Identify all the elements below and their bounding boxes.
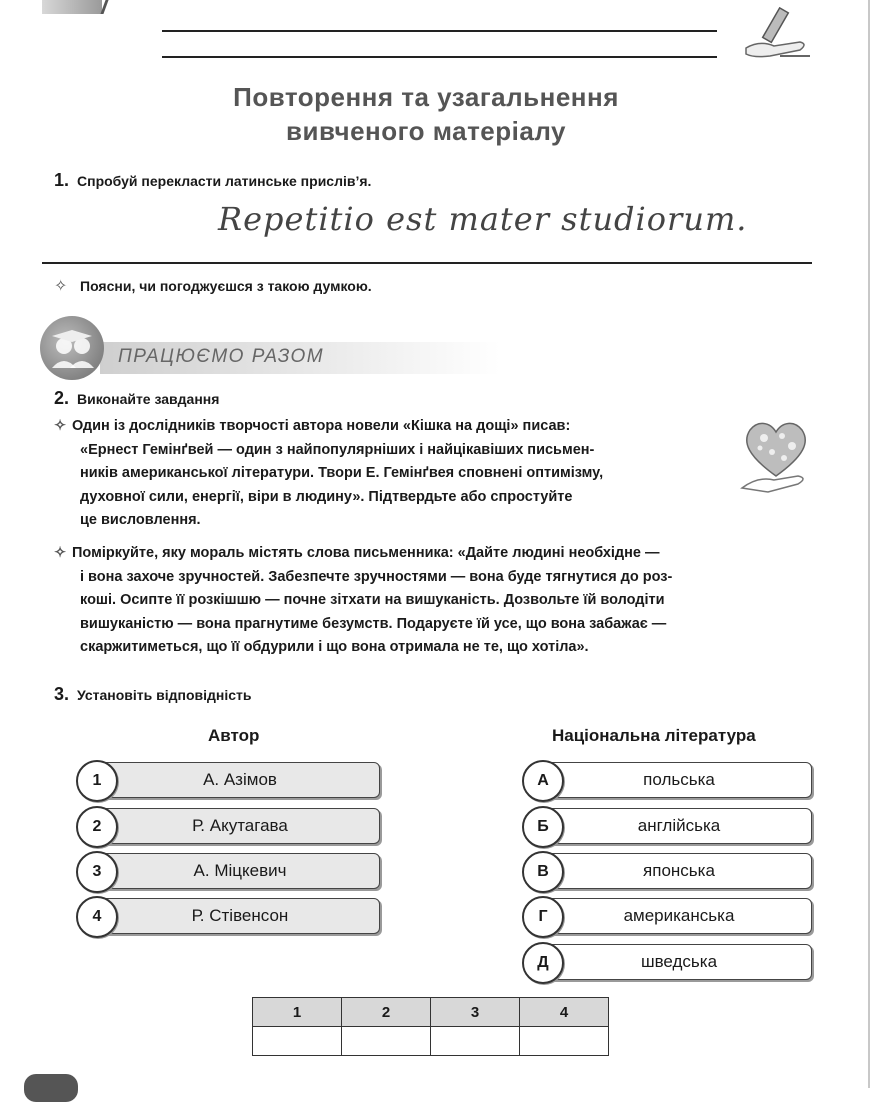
answer-input-cell-3[interactable] xyxy=(431,1027,520,1056)
text-line: коші. Осипте її розкішшю — почне зітхати на вишуканість. Дозвольте їй володіти xyxy=(80,592,665,608)
literature-box-a[interactable] xyxy=(546,762,812,798)
author-name: Р. Акутагава xyxy=(192,816,288,835)
top-tab-decoration xyxy=(42,0,102,14)
literature-name: японська xyxy=(643,861,715,880)
answer-table-header-row xyxy=(253,998,609,1027)
literature-letter-v: В xyxy=(522,851,564,893)
author-name: А. Міцкевич xyxy=(193,861,287,880)
diamond-bullet-icon: ✧ xyxy=(54,276,68,295)
author-box-3[interactable] xyxy=(100,853,380,889)
text-line: «Ернест Гемінґвей — один з найпопулярніших і найцікавіших письмен- xyxy=(80,441,595,458)
writing-line-1 xyxy=(162,30,717,32)
author-box-1[interactable] xyxy=(100,762,380,798)
task3-number: 3. xyxy=(54,684,70,704)
writing-line-2 xyxy=(162,56,717,58)
literature-letter-a: А xyxy=(522,760,564,802)
task3-heading xyxy=(54,684,252,705)
literature-name: американська xyxy=(623,906,735,925)
task1-heading xyxy=(54,170,371,191)
authors-column-header: Автор xyxy=(208,726,260,745)
heart-hand-icon xyxy=(738,414,814,494)
text-line: духовної сили, енергії, віри в людину». Підтвердьте або спростуйте xyxy=(80,488,573,505)
literature-column-header: Національна література xyxy=(552,726,756,745)
answer-header-cell: 1 xyxy=(253,998,342,1027)
author-number-4: 4 xyxy=(76,896,118,938)
answer-input-cell-1[interactable] xyxy=(253,1027,342,1056)
task1-bullet xyxy=(54,276,372,295)
text-line: і вона захоче зручностей. Забезпечте зручностями — вона буде тягнутися до роз- xyxy=(80,568,673,585)
divider-line xyxy=(42,262,812,264)
page-title-line2: вивченого матеріалу xyxy=(286,116,566,146)
text-line: скаржитиметься, що її обдурили і що вона отримала не те, що хотіла». xyxy=(80,639,589,655)
diamond-bullet-icon: ✧ xyxy=(54,545,67,561)
answer-header-cell: 4 xyxy=(520,998,609,1027)
author-number-3: 3 xyxy=(76,851,118,893)
pencil-hand-icon xyxy=(740,6,812,62)
author-box-2[interactable] xyxy=(100,808,380,844)
task2-item-1 xyxy=(54,415,716,533)
literature-letter-d: Д xyxy=(522,942,564,984)
students-icon xyxy=(40,316,104,380)
literature-letter-h: Г xyxy=(522,896,564,938)
task1-text: Спробуй перекласти латинське прислів’я. xyxy=(77,173,372,189)
author-box-4[interactable] xyxy=(100,898,380,934)
task2-text: Виконайте завдання xyxy=(77,391,220,407)
page-number-badge xyxy=(24,1074,78,1102)
task3-text: Установіть відповідність xyxy=(77,687,252,703)
task2-heading xyxy=(54,388,219,409)
literature-box-h[interactable] xyxy=(546,898,812,934)
literature-box-d[interactable] xyxy=(546,944,812,980)
text-line: вишуканістю — вона прагнутиме безумств. Подаруєте їй усе, що вона забажає — xyxy=(80,615,667,632)
latin-proverb: Repetitio est mater studiorum. xyxy=(218,200,748,238)
literature-box-b[interactable] xyxy=(546,808,812,844)
text-line: Один із дослідників творчості автора новели «Кішка на дощі» писав: xyxy=(72,418,571,434)
task2-item-2 xyxy=(54,542,812,660)
section-banner xyxy=(40,316,510,382)
author-name: Р. Стівенсон xyxy=(191,906,289,925)
literature-name: шведська xyxy=(640,952,718,971)
task2-number: 2. xyxy=(54,388,70,408)
answer-header-cell: 2 xyxy=(342,998,431,1027)
page-title-line1: Повторення та узагальнення xyxy=(233,82,619,112)
banner-title: ПРАЦЮЄМО РАЗОМ xyxy=(118,346,325,367)
literature-name: англійська xyxy=(637,816,721,835)
answer-input-cell-2[interactable] xyxy=(342,1027,431,1056)
literature-letter-b: Б xyxy=(522,806,564,848)
diamond-bullet-icon: ✧ xyxy=(54,418,67,434)
literature-name: польська xyxy=(643,770,715,789)
literature-box-v[interactable] xyxy=(546,853,812,889)
text-line: ників американської літератури. Твори Е. Гемінґвея сповнені оптимізму, xyxy=(80,465,604,481)
text-line: це висловлення. xyxy=(80,512,201,528)
answer-input-cell-4[interactable] xyxy=(520,1027,609,1056)
author-number-1: 1 xyxy=(76,760,118,802)
answer-table xyxy=(252,997,609,1056)
author-name: А. Азімов xyxy=(203,770,277,789)
answer-header-cell: 3 xyxy=(431,998,520,1027)
answer-table-input-row xyxy=(253,1027,609,1056)
task1-number: 1. xyxy=(54,170,70,190)
author-number-2: 2 xyxy=(76,806,118,848)
text-line: Поміркуйте, яку мораль містять слова письменника: «Дайте людині необхідне — xyxy=(72,545,660,561)
task1-bullet-text: Поясни, чи погоджуєшся з такою думкою. xyxy=(80,278,372,294)
